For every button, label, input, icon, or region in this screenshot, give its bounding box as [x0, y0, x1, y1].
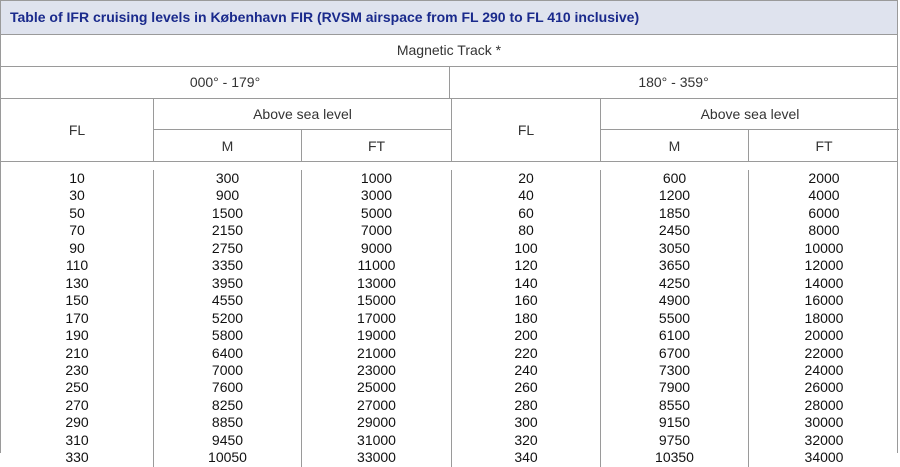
table-cell: 50 [69, 204, 85, 221]
table-cell: 1850 [658, 204, 691, 221]
table-cell: 6700 [658, 344, 691, 361]
table-cell: 600 [662, 170, 687, 186]
table-cell: 28000 [804, 396, 844, 413]
table-cell: 60 [518, 204, 534, 221]
table-cell: 160 [514, 292, 538, 309]
table-cell: 19000 [357, 327, 396, 344]
table-cell: 6400 [211, 344, 244, 361]
table-cell: 23000 [357, 361, 396, 378]
direction-west-header: 180° - 359° [449, 67, 897, 98]
table-cell: 13000 [357, 274, 396, 291]
fl-header-west: FL [451, 99, 600, 161]
table-cell: 11000 [357, 257, 396, 274]
table-cell: 330 [65, 449, 89, 466]
table-cell: 70 [69, 222, 85, 239]
table-cell: 320 [514, 431, 538, 448]
table-cell: 4550 [211, 292, 244, 309]
table-cell: 170 [65, 309, 89, 326]
m-column-west [600, 170, 748, 467]
table-cell: 34000 [804, 449, 844, 466]
table-cell: 210 [65, 344, 89, 361]
table-cell: 4000 [808, 187, 840, 204]
table-cell: 30000 [804, 414, 844, 431]
ft-header-east: FT [301, 130, 451, 161]
table-cell: 3000 [360, 187, 393, 204]
table-cell: 4900 [658, 292, 691, 309]
table-cell: 3950 [211, 274, 244, 291]
table-cell: 90 [69, 239, 85, 256]
table-cell: 9150 [658, 414, 691, 431]
fl-header-east: FL [68, 122, 86, 138]
m-header-west: M [600, 130, 748, 161]
table-cell: 24000 [804, 361, 844, 378]
table-cell: 2750 [211, 239, 244, 256]
table-cell: 14000 [804, 274, 844, 291]
table-cell: 260 [514, 379, 538, 396]
table-cell: 2450 [658, 222, 691, 239]
table-cell: 2000 [808, 170, 840, 186]
table-body [1, 162, 897, 467]
table-cell: 9450 [211, 431, 244, 448]
table-cell: 190 [65, 327, 89, 344]
table-cell: 300 [215, 170, 240, 186]
table-cell: 8000 [808, 222, 840, 239]
table-cell: 100 [514, 239, 538, 256]
table-cell: 10000 [804, 239, 844, 256]
magnetic-track-row [1, 35, 897, 67]
table-cell: 5800 [211, 327, 244, 344]
table-cell: 280 [514, 396, 538, 413]
table-cell: 900 [215, 187, 240, 204]
table-cell: 8250 [211, 396, 244, 413]
table-cell: 7600 [211, 379, 244, 396]
above-sea-level-header-east: Above sea level [153, 99, 451, 130]
table-cell: 22000 [804, 344, 844, 361]
table-cell: 21000 [357, 344, 396, 361]
table-cell: 26000 [804, 379, 844, 396]
table-cell: 230 [65, 361, 89, 378]
table-cell: 10 [69, 170, 85, 186]
table-cell: 5500 [658, 309, 691, 326]
table-cell: 7000 [360, 222, 393, 239]
table-cell: 25000 [357, 379, 396, 396]
table-cell: 310 [65, 431, 89, 448]
table-cell: 5000 [360, 204, 393, 221]
table-cell: 1500 [211, 204, 244, 221]
table-cell: 9750 [658, 431, 691, 448]
table-cell: 6100 [658, 327, 691, 344]
ft-column-west [748, 170, 899, 467]
table-cell: 17000 [357, 309, 396, 326]
ft-header-west: FT [748, 130, 899, 161]
table-cell: 40 [518, 187, 534, 204]
table-cell: 7900 [658, 379, 691, 396]
table-title: Table of IFR cruising levels in København FIR (RVSM airspace from FL 290 to FL 410 inclusive) [1, 1, 897, 35]
magnetic-track-header: Magnetic Track * [396, 42, 502, 58]
table-cell: 130 [65, 274, 89, 291]
table-cell: 27000 [357, 396, 396, 413]
table-cell: 7300 [658, 361, 691, 378]
column-header-grid [1, 99, 897, 162]
table-cell: 290 [65, 414, 89, 431]
table-cell: 3350 [211, 257, 244, 274]
table-cell: 340 [514, 449, 538, 466]
table-cell: 1200 [658, 187, 691, 204]
table-cell: 32000 [804, 431, 844, 448]
table-cell: 140 [514, 274, 538, 291]
table-cell: 4250 [658, 274, 691, 291]
table-cell: 8550 [658, 396, 691, 413]
direction-east-header: 000° - 179° [189, 74, 261, 90]
table-cell: 8850 [211, 414, 244, 431]
table-cell: 270 [65, 396, 89, 413]
table-cell: 30 [69, 187, 85, 204]
table-cell: 2150 [211, 222, 244, 239]
table-cell: 250 [65, 379, 89, 396]
table-cell: 240 [514, 361, 538, 378]
table-cell: 20 [518, 170, 534, 186]
table-cell: 220 [514, 344, 538, 361]
table-cell: 120 [514, 257, 538, 274]
table-cell: 33000 [357, 449, 396, 466]
ft-column-east [301, 170, 451, 467]
above-sea-level-header-west: Above sea level [600, 99, 899, 130]
fl-column-west [451, 170, 600, 467]
table-cell: 1000 [360, 170, 393, 186]
table-cell: 12000 [804, 257, 844, 274]
table-cell: 18000 [804, 309, 844, 326]
table-cell: 3050 [658, 239, 691, 256]
table-cell: 7000 [211, 361, 244, 378]
table-cell: 16000 [804, 292, 844, 309]
direction-row [1, 67, 897, 99]
table-cell: 300 [514, 414, 538, 431]
table-cell: 10050 [208, 449, 247, 466]
table-cell: 110 [65, 257, 89, 274]
m-column-east [153, 170, 301, 467]
table-cell: 200 [514, 327, 538, 344]
table-cell: 80 [518, 222, 534, 239]
table-cell: 31000 [357, 431, 396, 448]
table-cell: 20000 [804, 327, 844, 344]
fl-column-east [1, 170, 153, 467]
table-cell: 6000 [808, 204, 840, 221]
table-cell: 29000 [357, 414, 396, 431]
table-cell: 15000 [357, 292, 396, 309]
table-cell: 5200 [211, 309, 244, 326]
table-cell: 150 [65, 292, 89, 309]
table-cell: 9000 [360, 239, 393, 256]
m-header-east: M [153, 130, 301, 161]
table-cell: 180 [514, 309, 538, 326]
table-cell: 3650 [658, 257, 691, 274]
table-cell: 10350 [655, 449, 694, 466]
